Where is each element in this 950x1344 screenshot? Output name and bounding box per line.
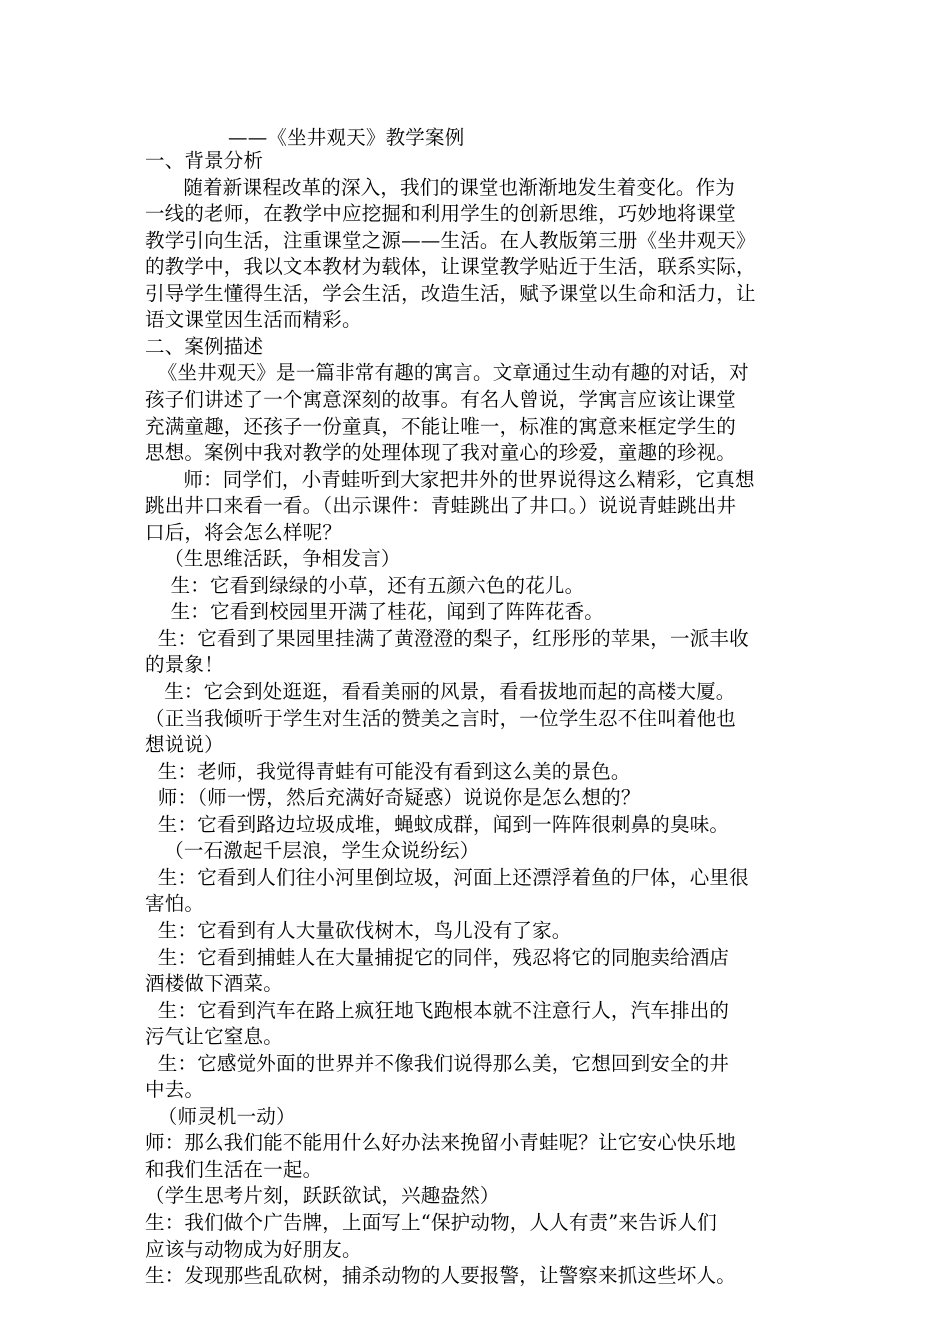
body-line: 生：老师，我觉得青蛙有可能没有看到这么美的景色。	[145, 759, 631, 783]
body-line: 害怕。	[145, 892, 205, 916]
body-line: 生：它感觉外面的世界并不像我们说得那么美，它想回到安全的井	[145, 1051, 730, 1075]
body-line: 应该与动物成为好朋友。	[145, 1237, 362, 1261]
body-line: 生：它看到有人大量砍伐树木，鸟儿没有了家。	[145, 918, 572, 942]
body-line: 一线的老师，在教学中应挖掘和利用学生的创新思维，巧妙地将课堂	[145, 202, 737, 226]
body-line: 生：它看到绿绿的小草，还有五颜六色的花儿。	[145, 573, 585, 597]
body-line: 语文课堂因生活而精彩。	[145, 308, 362, 332]
body-line: 生：它会到处逛逛，看看美丽的风景，看看拔地而起的高楼大厦。	[145, 680, 736, 703]
body-line: （一石激起千层浪，学生众说纷纭）	[145, 839, 480, 863]
body-line: 引导学生懂得生活，学会生活，改造生活，赋予课堂以生命和活力，让	[145, 281, 756, 305]
body-line: 酒楼做下酒菜。	[145, 972, 283, 996]
body-line: 生：它看到了果园里挂满了黄澄澄的梨子，红彤彤的苹果，一派丰收	[145, 626, 749, 650]
body-line: 中去。	[145, 1078, 205, 1102]
body-line: 思想。案例中我对教学的处理体现了我对童心的珍爱，童趣的珍视。	[145, 441, 737, 465]
body-line: 一、背景分析	[145, 149, 264, 172]
body-line: 生：它看到捕蛙人在大量捕捉它的同伴，残忍将它的同胞卖给酒店	[145, 945, 730, 969]
body-line: 口后，将会怎么样呢？	[145, 520, 343, 544]
body-line: 孩子们讲述了一个寓意深刻的故事。有名人曾说，学寓言应该让课堂	[145, 387, 737, 411]
body-line: 生：它看到汽车在路上疯狂地飞跑根本就不注意行人，汽车排出的	[145, 998, 730, 1022]
body-line: 生：我们做个广告牌，上面写上“保护动物，人人有责”来告诉人们	[145, 1211, 717, 1234]
body-line: （师灵机一动）	[145, 1104, 296, 1128]
body-line: （正当我倾听于学生对生活的赞美之言时，一位学生忍不住叫着他也	[145, 706, 737, 730]
body-line: 的教学中，我以文本教材为载体，让课堂教学贴近于生活，联系实际，	[145, 255, 756, 279]
body-line: 生：它看到人们往小河里倒垃圾，河面上还漂浮着鱼的尸体，心里很	[145, 865, 749, 889]
body-line: 生：它看到路边垃圾成堆，蝇蚊成群，闻到一阵阵很刺鼻的臭味。	[145, 812, 730, 836]
body-line: 充满童趣，还孩子一份童真，不能让唯一，标准的寓意来框定学生的	[145, 414, 737, 438]
body-line: （学生思考片刻，跃跃欲试，兴趣盎然）	[145, 1184, 500, 1208]
body-line: 教学引向生活，注重课堂之源——生活。在人教版第三册《坐井观天》	[145, 228, 756, 252]
body-line: 《坐井观天》是一篇非常有趣的寓言。文章通过生动有趣的对话，对	[145, 361, 749, 385]
body-line: 跳出井口来看一看。（出示课件：青蛙跳出了井口。）说说青蛙跳出井	[145, 494, 737, 518]
body-line: 师：同学们，小青蛙听到大家把井外的世界说得这么精彩，它真想	[145, 467, 755, 491]
document-subtitle: ——《坐井观天》教学案例	[228, 126, 465, 149]
body-line: 随着新课程改革的深入，我们的课堂也渐渐地发生着变化。作为	[145, 175, 735, 199]
body-line: 二、案例描述	[145, 334, 264, 358]
body-line: 的景象！	[145, 653, 224, 677]
body-line: 师：（师一愣，然后充满好奇疑惑）说说你是怎么想的？	[145, 786, 641, 810]
body-line: （生思维活跃，争相发言）	[145, 547, 401, 571]
body-line: 生：它看到校园里开满了桂花，闻到了阵阵花香。	[145, 600, 604, 624]
body-line: 和我们生活在一起。	[145, 1157, 323, 1181]
body-line: 想说说）	[145, 733, 224, 757]
body-line: 师：那么我们能不能用什么好办法来挽留小青蛙呢？让它安心快乐地	[145, 1131, 737, 1155]
body-line: 污气让它窒息。	[145, 1025, 283, 1049]
body-line: 生：发现那些乱砍树，捕杀动物的人要报警，让警察来抓这些坏人。	[145, 1264, 737, 1288]
